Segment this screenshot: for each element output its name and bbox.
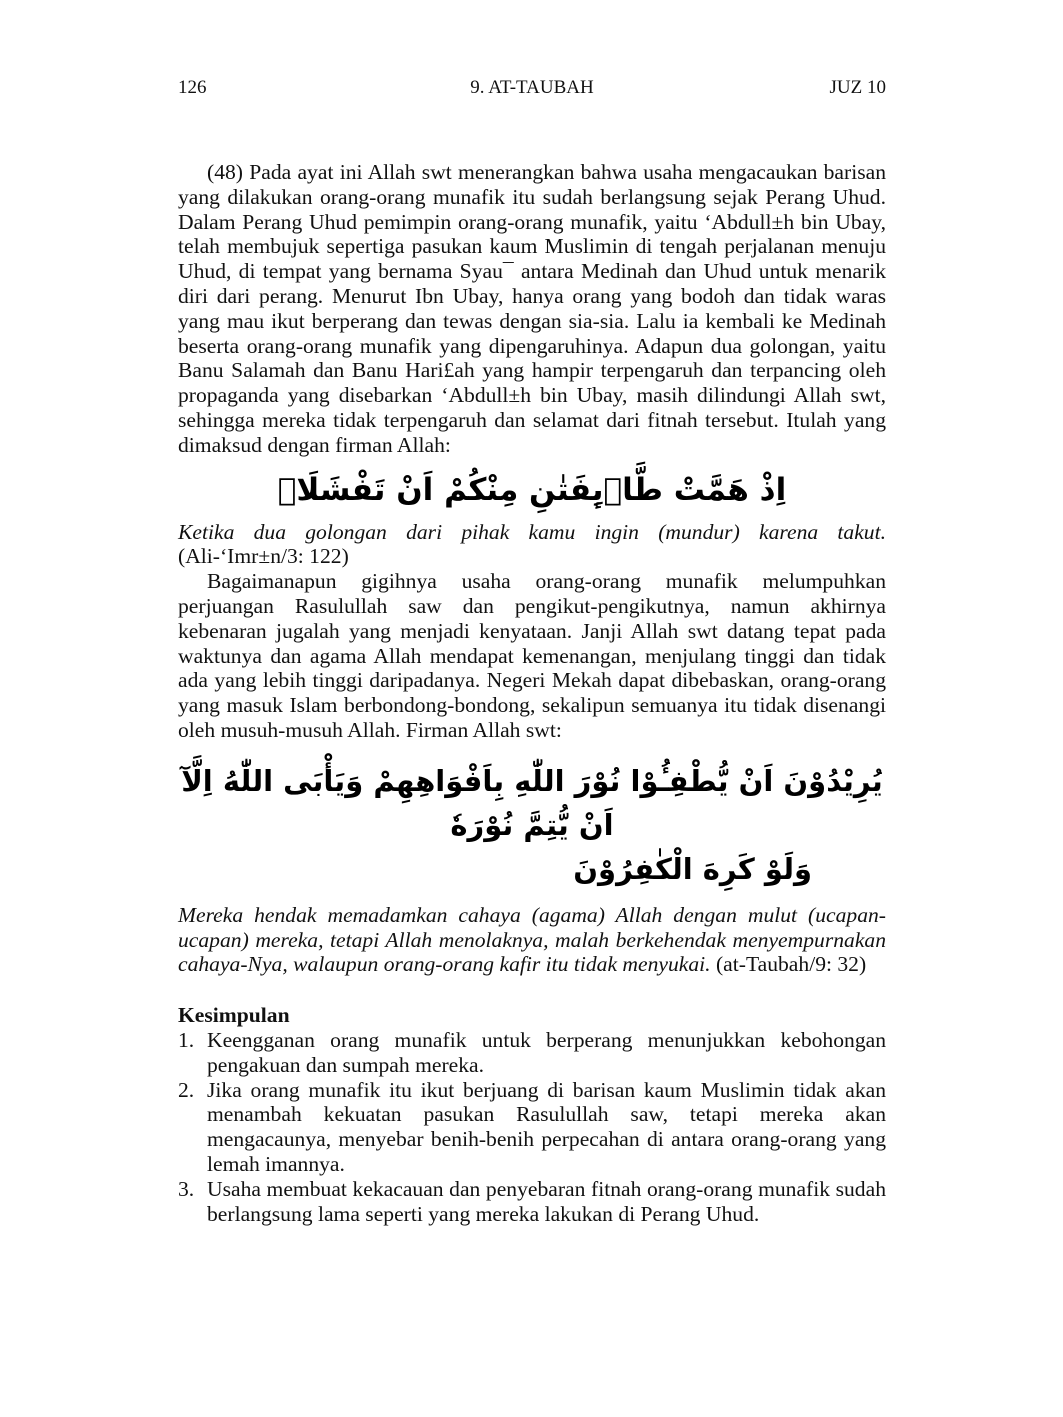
list-item [178, 1078, 886, 1177]
verse-citation: (Ali-‘Imr±n/3: 122) [178, 544, 349, 569]
running-header [178, 76, 886, 100]
translation-text: Mereka hendak memadamkan cahaya (agama) Allah dengan mulut (ucapan-ucapan) mereka, tetapi Allah menolaknya, malah berkehendak menyempurnakan cahaya-Nya, walaupun orang-orang kafir itu tidak menyukai. [178, 902, 886, 977]
arabic-verse-ali-imran-122 [178, 468, 886, 514]
juz-label: JUZ 10 [829, 77, 886, 98]
page-number: 126 [178, 77, 207, 98]
list-item-number: 1. [178, 1027, 195, 1052]
arabic-verse-at-taubah-32 [178, 759, 886, 891]
verse-citation: (at-Taubah/9: 32) [715, 952, 867, 977]
body-text [178, 160, 886, 1226]
arabic-verse-line-1: يُرِيْدُوْنَ اَنْ يُّطْفِـُٔوْا نُوْرَ اللّٰهِ بِاَفْوَاهِهِمْ وَيَأْبَى اللّٰهُ اِلَّآ اَنْ يُّتِمَّ نُوْرَهٗ [181, 763, 883, 842]
chapter-title: 9. AT-TAUBAH [470, 77, 594, 98]
conclusion-list [178, 1028, 886, 1226]
arabic-verse-line-2: وَلَوْ كَرِهَ الْكٰفِرُوْنَ [573, 851, 812, 886]
list-item [178, 1177, 886, 1227]
list-item-text: Keengganan orang munafik untuk berperang menunjukkan kebohongan pengakuan dan sumpah mereka. [207, 1027, 886, 1077]
section-heading-conclusion: Kesimpulan [178, 1003, 290, 1028]
verse-translation-at-taubah-32 [178, 903, 886, 977]
translation-text: Ketika dua golongan dari pihak kamu ingin (mundur) karena takut. [178, 519, 886, 544]
list-item-text: Usaha membuat kekacauan dan penyebaran fitnah orang-orang munafik sudah berlangsung lama seperti yang mereka lakukan di Perang Uhud. [207, 1176, 886, 1226]
list-item [178, 1028, 886, 1078]
arabic-verse-text: اِذْ هَمَّتْ طَّاۤىِٕفَتٰنِ مِنْكُمْ اَنْ تَفْشَلَاۙ [277, 471, 787, 508]
paragraph-48-commentary: (48) Pada ayat ini Allah swt menerangkan bahwa usaha mengacaukan barisan yang dilakukan orang-orang munafik itu sudah berlangsung sejak Perang Uhud. Dalam Perang Uhud pemimpin orang-orang munafik, yaitu ‘Abdull±h bin Ubay, telah membujuk sepertiga pasukan kaum Muslimin di tengah perjalanan menuju Uhud, di tempat yang bernama Syau¯ antara Medinah dan Uhud untuk menarik diri dari perang. Menurut Ibn Ubay, hanya orang yang bodoh dan tidak waras yang mau ikut berperang dan tewas dengan sia-sia. Lalu ia kembali ke Medinah beserta orang-orang munafik yang dipengaruhinya. Adapun dua golongan, yaitu Banu Salamah dan Banu Hari£ah yang hampir terpengaruh dan terpancing oleh propaganda yang disebarkan ‘Abdull±h bin Ubay, masih dilindungi Allah swt, sehingga mereka tidak terpengaruh dan selamat dari fitnah tersebut. Itulah yang dimaksud dengan firman Allah: [178, 160, 886, 457]
list-item-number: 3. [178, 1176, 195, 1201]
verse-translation-ali-imran-122 [178, 520, 886, 570]
list-item-number: 2. [178, 1077, 195, 1102]
list-item-text: Jika orang munafik itu ikut berjuang di barisan kaum Muslimin tidak akan menambah kekuatan pasukan Rasulullah saw, tetapi mereka akan mengacaunya, menyebar benih-benih perpecahan di antara orang-orang yang lemah imannya. [207, 1077, 886, 1176]
paragraph-victory: Bagaimanapun gigihnya usaha orang-orang munafik melumpuhkan perjuangan Rasulullah saw dan pengikut-pengikutnya, namun akhirnya kebenaran jugalah yang menjadi kenyataan. Janji Allah swt datang tepat pada waktunya dan agama Allah mendapat kemenangan, menjulang tinggi dan tidak ada yang lebih tinggi daripadanya. Negeri Mekah dapat dibebaskan, orang-orang yang masuk Islam berbondong-bondong, sekalipun semuanya itu tidak disenangi oleh musuh-musuh Allah. Firman Allah swt: [178, 569, 886, 742]
